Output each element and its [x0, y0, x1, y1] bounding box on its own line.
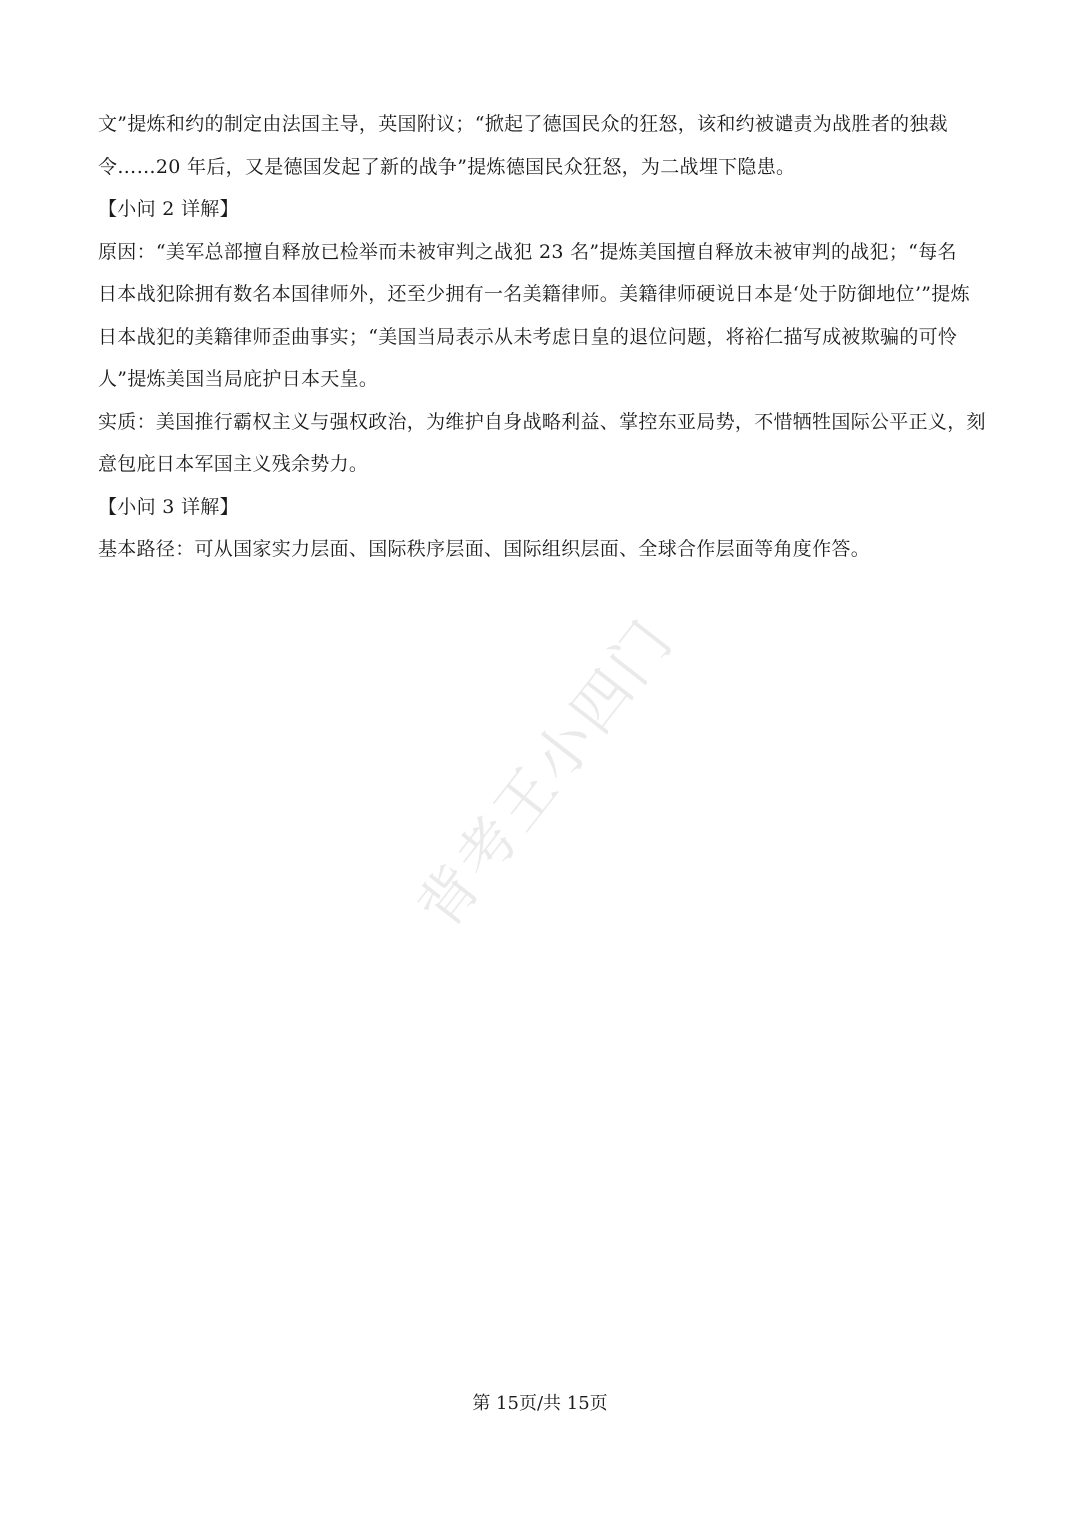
body-line-reason-4: 人”提炼美国当局庇护日本天皇。	[98, 368, 379, 390]
body-line-reason-3: 日本战犯的美籍律师歪曲事实；“美国当局表示从未考虑日皇的退位问题，将裕仁描写成被欺骗的可怜	[98, 325, 958, 348]
section-heading-q2: 【小问 2 详解】	[98, 198, 239, 220]
body-line-2: 令……20 年后，又是德国发起了新的战争”提炼德国民众狂怒，为二战埋下隐患。	[98, 155, 796, 178]
section-heading-q3: 【小问 3 详解】	[98, 495, 239, 518]
body-line-essence-1: 实质：美国推行霸权主义与强权政治，为维护自身战略利益、掌控东亚局势，不惜牺牲国际公平正义，刻	[98, 410, 986, 433]
body-line-essence-2: 意包庇日本军国主义残余势力。	[98, 453, 369, 475]
page-number: 第 15页/共 15页	[472, 1393, 608, 1414]
watermark: 背考王小四门	[404, 605, 688, 941]
document-body	[98, 103, 986, 571]
body-line-1: 文”提炼和约的制定由法国主导，英国附议；“掀起了德国民众的狂怒，该和约被谴责为战胜者的独裁	[98, 113, 948, 135]
body-line-reason-1: 原因：“美军总部擅自释放已检举而未被审判之战犯 23 名”提炼美国擅自释放未被审判的战犯；“每名	[98, 240, 957, 263]
body-line-path: 基本路径：可从国家实力层面、国际秩序层面、国际组织层面、全球合作层面等角度作答。	[98, 538, 871, 560]
body-line-reason-2: 日本战犯除拥有数名本国律师外，还至少拥有一名美籍律师。美籍律师硬说日本是‘处于防御地位’”提炼	[98, 283, 970, 305]
